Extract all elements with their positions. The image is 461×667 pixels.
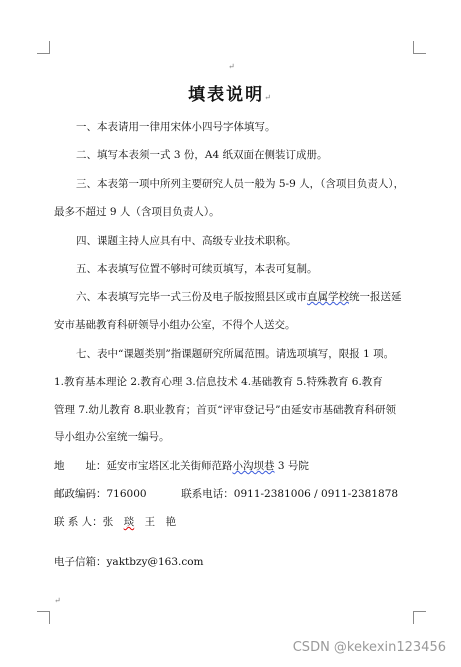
title-text: 填表说明 [188, 85, 265, 105]
instruction-7-line-2: 1.教育基本理论 2.教育心理 3.信息技术 4.基础教育 5.特殊教育 6.教育 [54, 376, 383, 388]
instruction-4: 四、课题主持人应具有中、高级专业技术职称。 [76, 235, 297, 247]
postcode-label: 邮政编码： [54, 488, 107, 500]
phone-value: 0911-2381006 / 0911-2381878 [233, 488, 399, 500]
spellcheck-underlined-text: 琰 [123, 516, 135, 528]
instruction-6-line-1: 六、本表填写完毕一式三份及电子版按照县区或市直属学校统一报送延 [76, 291, 402, 303]
watermark: CSDN @kekexin123456 [292, 640, 446, 655]
instruction-6-line-2: 安市基础教育科研领导小组办公室，不得个人送交。 [54, 319, 296, 331]
phone-label: 联系电话： [181, 488, 234, 500]
spellcheck-underlined-text: 直属学校 [307, 291, 349, 303]
crop-mark-top-right [413, 41, 426, 54]
paragraph-mark: ↵ [228, 62, 235, 71]
contact-person-line: 联 系 人：张 琰 王 艳 [54, 516, 177, 528]
spellcheck-underlined-text: 小沟坝巷 [232, 460, 275, 472]
instruction-1: 一、本表请用一律用宋体小四号字体填写。 [76, 121, 276, 133]
contact-label: 联 系 人： [54, 516, 103, 528]
crop-mark-bottom-right [413, 611, 426, 624]
address-label: 地 址： [54, 460, 107, 472]
instruction-7-line-4: 导小组办公室统一编号。 [54, 431, 170, 443]
email-label: 电子信箱： [54, 556, 107, 568]
crop-mark-top-left [37, 41, 50, 54]
email-line [54, 555, 414, 569]
crop-mark-bottom-left [37, 611, 50, 624]
instruction-7-line-1: 七、表中“课题类别”指课题研究所属范围。请选项填写，限报 1 项。 [76, 348, 395, 360]
instruction-3-line-1: 三、本表第一项中所列主要研究人员一般为 5-9 人，（含项目负责人）， [76, 178, 405, 190]
instruction-5: 五、本表填写位置不够时可续页填写，本表可复制。 [76, 263, 318, 275]
postcode-value: 716000 [106, 488, 147, 500]
instruction-2: 二、填写本表须一式 3 份，A4 纸双面在侧装订成册。 [76, 149, 328, 161]
instruction-7-line-3: 管理 7.幼儿教育 8.职业教育；首页“评审登记号”由延安市基础教育科研领 [54, 404, 396, 416]
instruction-3-line-2: 最多不超过 9 人（含项目负责人）。 [54, 206, 220, 218]
page-title: 填表说明↵ [188, 85, 273, 105]
postcode-phone-line [54, 487, 414, 501]
address-line: 地 址：延安市宝塔区北关街师范路小沟坝巷 3 号院 [54, 460, 309, 472]
email-value: yaktbzy@163.com [106, 556, 204, 568]
paragraph-mark: ↵ [54, 596, 61, 605]
